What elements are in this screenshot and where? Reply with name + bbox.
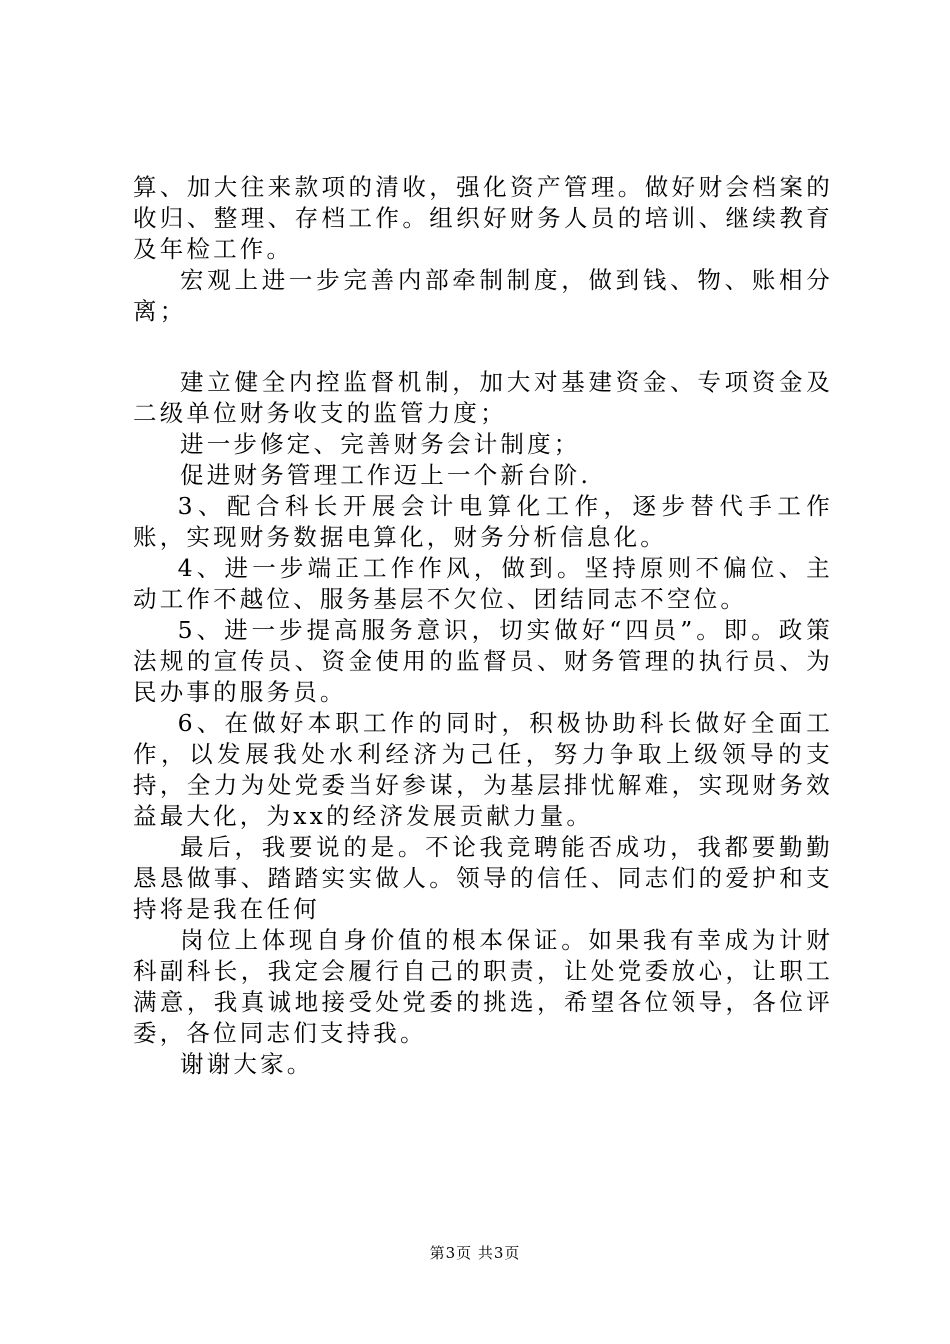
page-number-footer: 第3页 共3页 bbox=[429, 1244, 521, 1262]
paragraph-internal-control: 宏观上进一步完善内部牵制制度，做到钱、物、账相分离； bbox=[133, 266, 833, 325]
paragraph-accounting-rules: 进一步修定、完善财务会计制度； bbox=[180, 430, 581, 458]
paragraph-item-6: 6、在做好本职工作的同时，积极协助科长做好全面工作，以发展我处水利经济为己任，努力争取上级领导的支持，全力为处党委当好参谋，为基层排忧解难，实现财务效益最大化，为xx的经济发展贡献力量。 bbox=[133, 709, 833, 830]
paragraph-new-level: 促进财务管理工作迈上一个新台阶. bbox=[180, 461, 592, 489]
paragraph-item-5: 5、进一步提高服务意识，切实做好“四员”。即。政策法规的宣传员、资金使用的监督员、财务管理的执行员、为民办事的服务员。 bbox=[133, 616, 833, 706]
paragraph-item-4: 4、进一步端正工作作风，做到。坚持原则不偏位、主动工作不越位、服务基层不欠位、团结同志不空位。 bbox=[133, 554, 833, 613]
paragraph-thanks: 谢谢大家。 bbox=[180, 1050, 314, 1078]
paragraph-item-3: 3、配合科长开展会计电算化工作，逐步替代手工作账，实现财务数据电算化，财务分析信息化。 bbox=[133, 492, 833, 551]
paragraph-commitment: 岗位上体现自身价值的根本保证。如果我有幸成为计财科副科长，我定会履行自己的职责，让处党委放心，让职工满意，我真诚地接受处党委的挑选，希望各位领导，各位评委，各位同志们支持我。 bbox=[133, 926, 833, 1047]
paragraph-closing: 最后，我要说的是。不论我竞聘能否成功，我都要勤勤恳恳做事、踏踏实实做人。领导的信任、同志们的爱护和支持将是我在任何 bbox=[133, 833, 833, 923]
document-body bbox=[133, 172, 833, 1080]
paragraph-supervision: 建立健全内控监督机制，加大对基建资金、专项资金及二级单位财务收支的监管力度； bbox=[133, 368, 833, 427]
paragraph-continuation: 算、加大往来款项的清收，强化资产管理。做好财会档案的收归、整理、存档工作。组织好财务人员的培训、继续教育及年检工作。 bbox=[133, 173, 833, 263]
